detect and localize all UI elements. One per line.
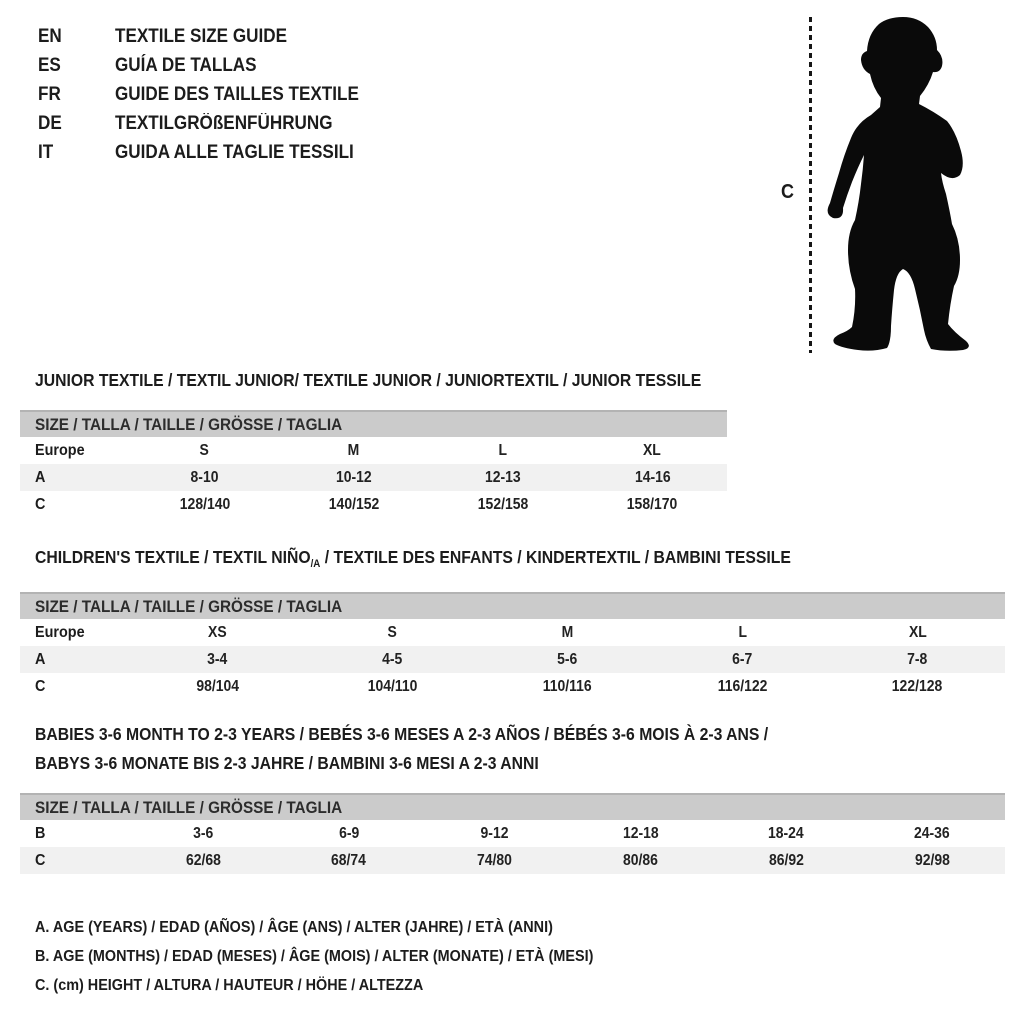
cell-value: 140/152 [328,495,380,513]
row-label: Europe [35,623,85,641]
table-row-height [20,673,1005,700]
children-title-text: CHILDREN'S TEXTILE / TEXTIL $NIÑO_{/A}$ / TEXTILE DES ENFANTS / KINDERTEXTIL / BAMBINI TESSILE [35,547,791,570]
lang-title: GUIDE DES TAILLES TEXTILE [115,83,359,105]
junior-title-text: JUNIOR TEXTILE / TEXTIL JUNIOR/ TEXTILE JUNIOR / JUNIORTEXTIL / JUNIOR TESSILE [35,370,702,390]
table-row-age [20,646,1005,673]
table-header-text: SIZE / TALLA / TAILLE / GRÖSSE / TAGLIA [35,596,343,616]
lang-title: GUÍA DE TALLAS [115,54,257,76]
children-title-subscript: /A [310,558,321,570]
cell-value: 6-9 [338,824,359,842]
cell-value: 116/122 [717,677,768,695]
row-label: C [35,495,46,513]
cell-value: M [561,623,574,641]
table-row-age-months [20,820,1005,847]
cell-value: 152/158 [477,495,529,513]
cell-value: 9-12 [480,824,509,842]
cell-value: L [738,623,747,641]
footnote-height-cm: C. (cm) HEIGHT / ALTURA / HAUTEUR / HÖHE / ALTEZZA [35,976,424,994]
cell-value: 18-24 [768,824,805,842]
lang-row-es [38,51,386,80]
cell-value: 98/104 [196,677,239,695]
lang-row-en [38,22,386,51]
cell-value: 128/140 [179,495,230,513]
lang-code: ES [38,54,61,76]
table-row-height [20,847,1005,874]
table-header-bar [20,592,1005,619]
table-row-europe [20,437,727,464]
row-label: A [35,468,46,486]
lang-code: DE [38,112,62,134]
row-label: B [35,824,46,842]
cell-value: 4-5 [382,650,403,668]
babies-title-text-line2: BABYS 3-6 MONATE BIS 2-3 JAHRE / BAMBINI 3-6 MESI A 2-3 ANNI [35,753,539,773]
height-dotted-line [809,17,812,353]
children-section-title [35,547,875,568]
cell-value: 10-12 [336,468,372,486]
cell-value: 80/86 [622,851,658,869]
cell-value: 12-13 [485,468,521,486]
cell-value: 7-8 [907,650,928,668]
cell-value: 68/74 [331,851,367,869]
lang-title: GUIDA ALLE TAGLIE TESSILI [115,141,354,163]
footnote-age-months: B. AGE (MONTHS) / EDAD (MESES) / ÂGE (MOIS) / ALTER (MONATE) / ETÀ (MESI) [35,947,594,965]
junior-size-table [20,410,727,518]
language-title-list [38,22,386,167]
cell-value: 158/170 [627,495,678,513]
cell-value: XL [643,441,662,459]
cell-value: 92/98 [914,851,950,869]
table-header-text: SIZE / TALLA / TAILLE / GRÖSSE / TAGLIA [35,414,343,434]
cell-value: 14-16 [634,468,671,486]
lang-code: IT [38,141,54,163]
row-label: A [35,650,46,668]
table-row-height [20,491,727,518]
row-label: Europe [35,441,85,459]
lang-row-it [38,138,386,167]
cell-value: 62/68 [185,851,221,869]
cell-value: 86/92 [768,851,804,869]
junior-section-title [35,370,775,391]
cell-value: 5-6 [557,650,578,668]
cell-value: 104/110 [367,677,418,695]
children-size-table [20,592,1005,700]
row-label: C [35,677,46,695]
lang-code: FR [38,83,61,105]
cell-value: 74/80 [477,851,513,869]
lang-row-fr [38,80,386,109]
cell-value: M [348,441,360,459]
babies-size-table [20,793,1005,874]
cell-value: 6-7 [732,650,753,668]
cell-value: XL [908,623,927,641]
cell-value: 24-36 [914,824,950,842]
table-header-bar [20,793,1005,820]
height-marker-label: C [781,181,795,203]
cell-value: 3-6 [192,824,213,842]
legend-footnotes [35,913,655,1000]
cell-value: 122/128 [892,677,943,695]
babies-section-title-line1 [35,724,850,745]
lang-row-de [38,109,386,138]
toddler-silhouette-icon [818,12,978,357]
cell-value: S [387,623,398,641]
babies-title-text-line1: BABIES 3-6 MONTH TO 2-3 YEARS / BEBÉS 3-6 MESES A 2-3 AÑOS / BÉBÉS 3-6 MOIS À 2-3 ANS / [35,724,769,744]
lang-code: EN [38,25,62,47]
cell-value: L [498,441,508,459]
table-header-text: SIZE / TALLA / TAILLE / GRÖSSE / TAGLIA [35,797,343,817]
cell-value: 12-18 [622,824,659,842]
row-label: C [35,851,46,869]
cell-value: XS [208,623,227,641]
lang-title: TEXTILE SIZE GUIDE [115,25,287,47]
table-row-europe [20,619,1005,646]
table-row-age [20,464,727,491]
cell-value: 110/116 [543,677,592,695]
footnote-age-years: A. AGE (YEARS) / EDAD (AÑOS) / ÂGE (ANS) / ALTER (JAHRE) / ETÀ (ANNI) [35,918,553,936]
cell-value: S [199,441,210,459]
table-header-bar [20,410,727,437]
cell-value: 3-4 [207,650,228,668]
babies-section-title-line2 [35,753,595,774]
cell-value: 8-10 [190,468,219,486]
lang-title: TEXTILGRÖßENFÜHRUNG [115,112,333,134]
